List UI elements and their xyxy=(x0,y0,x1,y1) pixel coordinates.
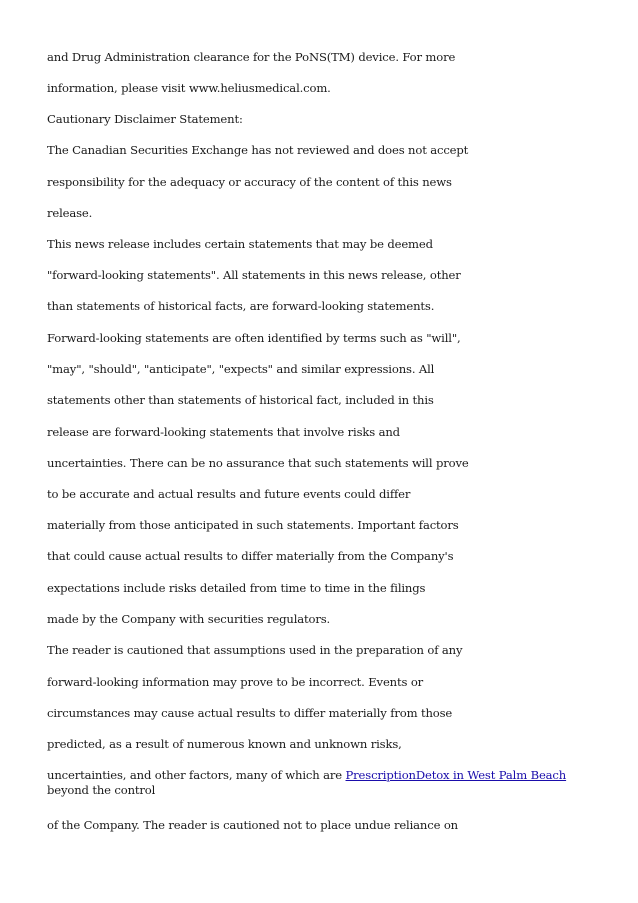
text-line: release are forward-looking statements that involve risks and xyxy=(47,425,400,439)
text-line: made by the Company with securities regulators. xyxy=(47,612,331,626)
text-line: expectations include risks detailed from time to time in the filings xyxy=(47,581,426,595)
link-paragraph-before: uncertainties, and other factors, many of which are xyxy=(47,768,346,782)
text-line: Forward-looking statements are often identified by terms such as "will", xyxy=(47,331,461,345)
section-heading: Cautionary Disclaimer Statement: xyxy=(47,112,243,126)
text-line: than statements of historical facts, are forward-looking statements. xyxy=(47,299,435,313)
text-line: materially from those anticipated in such statements. Important factors xyxy=(47,518,459,532)
text-line: "may", "should", "anticipate", "expects" and similar expressions. All xyxy=(47,362,435,376)
text-line: circumstances may cause actual results to differ materially from those xyxy=(47,706,453,720)
text-line: responsibility for the adequacy or accuracy of the content of this news xyxy=(47,175,452,189)
text-line: to be accurate and actual results and future events could differ xyxy=(47,487,411,501)
text-line: The Canadian Securities Exchange has not reviewed and does not accept xyxy=(47,143,469,157)
text-line: "forward-looking statements". All statements in this news release, other xyxy=(47,268,461,282)
text-line: and Drug Administration clearance for the PoNS(TM) device. For more xyxy=(47,50,456,64)
link-paragraph-after: beyond the control xyxy=(47,783,156,797)
text-line: This news release includes certain statements that may be deemed xyxy=(47,237,433,251)
text-line: that could cause actual results to differ materially from the Company's xyxy=(47,549,454,563)
text-line: The reader is cautioned that assumptions used in the preparation of any xyxy=(47,643,463,657)
text-line: information, please visit www.heliusmedical.com. xyxy=(47,81,331,95)
text-line: forward-looking information may prove to be incorrect. Events or xyxy=(47,675,424,689)
text-line: predicted, as a result of numerous known and unknown risks, xyxy=(47,737,402,751)
text-line: statements other than statements of historical fact, included in this xyxy=(47,393,434,407)
text-line: of the Company. The reader is cautioned not to place undue reliance on xyxy=(47,818,458,832)
text-line: release. xyxy=(47,206,93,220)
link-paragraph xyxy=(47,768,607,798)
text-line: uncertainties. There can be no assurance that such statements will prove xyxy=(47,456,469,470)
prescription-detox-link[interactable]: PrescriptionDetox in West Palm Beach xyxy=(345,768,567,782)
